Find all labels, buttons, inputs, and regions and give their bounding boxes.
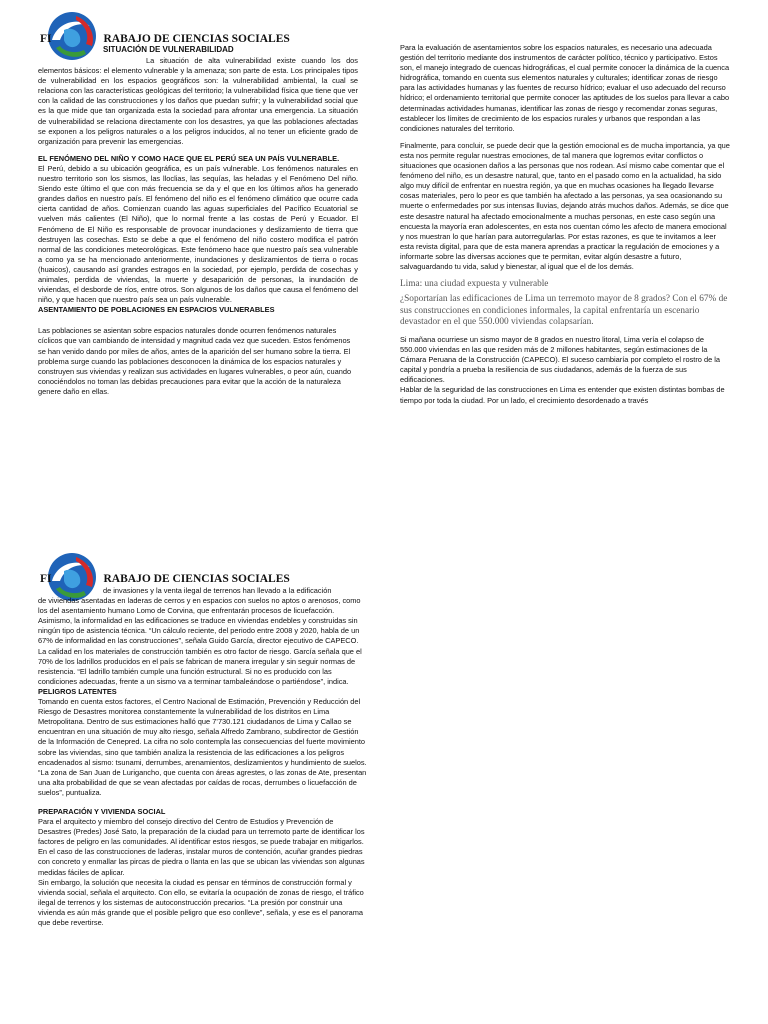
page2-column [38,586,368,928]
heading-asentamiento: ASENTAMIENTO DE POBLACIONES EN ESPACIOS VULNERABLES [38,305,275,315]
section-subtitle: SITUACIÓN DE VULNERABILIDAD [103,45,234,54]
lima-paragraph-1: Si mañana ocurriese un sismo mayor de 8 grados en nuestro litoral, Lima vería el colapso de 550.000 viviendas en las que residen más de 2 millones habitantes, según estimaciones de la Cámara Peruana de la Construcción (CAPECO). El suceso cambiaría por completo el rostro de la capital y pondría a prueba la resiliencia de sus ciudadanos, además de la fuerza de sus edificaciones. [400,334,720,385]
preparacion-paragraph-2: Sin embargo, la solución que necesita la ciudad es pensar en términos de construcción formal y vivienda social, señala el arquitecto. Con ello, se evitaría la ocupación de zonas de riesgo, el tráfico ilegal de terrenos y los sistemas de autoconstrucción precarios. “La presión por construir una vivienda es aún más grande que el posible peligro que eso conlleve”, señala, y ese es el panorama que debe revertirse. [38,877,364,927]
preparacion-paragraph-1: Para el arquitecto y miembro del consejo directivo del Centro de Estudios y Prevención de Desastres (Predes) José Sato, la preparación de la ciudad para un terremoto parte de identificar los factores de peligro en las comunidades. Al identificar estos riesgos, se puede trabajar en mitigarlos. En el caso de las construcciones de laderas, instalar muros de contención, acuñar grandes piedras con concreto y enmallar las pircas de piedra o llanta en las que se ubican las viviendas son algunas medidas fáciles de aplicar. [38,817,365,877]
heading-preparacion: PREPARACIÓN Y VIVIENDA SOCIAL [38,806,166,816]
document-page-2 [0,512,768,1024]
heading-peligros: PELIGROS LATENTES [38,686,117,696]
conclusion-paragraph: Finalmente, para concluir, se puede decir que la gestión emocional es de mucha importancia, ya que esta nos permite regular nuestras emociones, de tal manera que logremos evitar conflictos o situaciones que ocasionen daños a las personas que nos rodean. Así mismo cabe comentar que el fenómeno del niño, es un desastre natural, que, tanto en el pasado como en la actualidad, ha sido algo muy difícil de enfrentar en nuestra región, ya que en muchas ocasiones ha llegado llevarse cosas materiales, pero lo peor es que también ha afectado a las personas, ya sea ocasionando su muerte o enfermedades por sus intensas lluvias, dejando atrás muchos daños. Además, se dice que este desastre natural ha afectado emocionalmente a muchas personas, en este caso según una encuesta la mayoría eran adolescentes, en esta nos cuentan cómo les afecto de manera emocional y nos muestran lo que harían para autorregularlas. Por estas razones, es que te invitamos a leer esta revista digital, para que de esta manera aprendas a practicar la regulación de emociones y a informarte sobre las diversas acciones que te permitan, evitar algún desastre a futuro, salvaguardando tu vida, salud y bienestar, al igual que el de los demás. [400,140,730,271]
lima-paragraph-2: Hablar de la seguridad de las construcciones en Lima es entender que existen distintas bombas de tiempo por toda la ciudad. Por un lado, el crecimiento desordenado a través [400,385,725,405]
header-title: FI RABAJO DE CIENCIAS SOCIALES [40,573,290,585]
header-title: FI RABAJO DE CIENCIAS SOCIALES [40,33,290,45]
heading-nino: EL FENÓMENO DEL NIÑO Y COMO HACE QUE EL PERÚ SEA UN PAÍS VULNERABLE. [38,153,340,163]
asentamiento-paragraph: Las poblaciones se asientan sobre espacios naturales donde ocurren fenómenos naturales cíclicos que van cambiando de intensidad y magnitud cada vez que suceden. Estos fenómenos se han venido dando por miles de años, antes de la aparición del ser humano sobre la tierra. El problema surge cuando las poblaciones desconocen la dinámica de los espacios naturales y construyen sus viviendas y realizan sus actividades en lugares vulnerables, o peor aún, cuando conociéndolos no toman las debidas precauciones para evitar que la acción de la naturaleza genere daño en ellas. [38,326,352,396]
lima-article-lead: ¿Soportarían las edificaciones de Lima un terremoto mayor de 8 grados? Con el 67% de sus construcciones en condiciones informales, la capital enfrentaría un escenario devastador en el que 550.000 viviendas colapsarían. [400,294,728,328]
left-column [38,56,358,404]
peligros-paragraph: Tomando en cuenta estos factores, el Centro Nacional de Estimación, Prevención y Reducción del Riesgo de Desastres monitorea constantemente la vulnerabilidad de los distritos en Lima Metropolitana. Dentro de sus estimaciones halló que 7’730.121 ciudadanos de Lima y Callao se encuentran en una situación de muy alto riesgo, señala Alfredo Zambrano, subdirector de Gestión de la Información de Cenepred. La cifra no solo contempla las consecuencias del fuerte movimiento sobre las viviendas, sino que también analiza la resistencia de las edificaciones a los peligros encadenados al sismo: tsunami, derrumbes, arenamientos, deslizamientos y hundimiento de suelos. “La zona de San Juan de Lurigancho, que cuenta con áreas agrestes, o las zonas de Ate, presentan una alta probabilidad de que se vean afectadas por caídas de rocas, derrumbes o licuefacción de suelos”, puntualiza. [38,697,367,797]
right-column [400,43,730,413]
continuation-first-line: de invasiones y la venta ilegal de terrenos han llevado a la edificación [103,586,332,595]
nino-paragraph: El Perú, debido a su ubicación geográfica, es un país vulnerable. Los fenómenos naturales en nuestro territorio son los sismos, las lloclias, las sequías, las heladas y el Fenómeno Del niño. Siendo este último el que con más frecuencia se da y el que en los últimos años ha generado grandes daños en nuestro país. El fenómeno del niño es el fenómeno climático que ocurre cada cierta cantidad de años. Comienzan cuando las aguas superficiales del Pacífico Ecuatorial se vuelven más calientes (El Niño), que lo normal frente a las costas de Perú y Ecuador. El Fenómeno de El Niño es responsable de provocar inundaciones y deslizamiento de tierra que destruyen las cosechas. Esto se debe a que el fenómeno del niño costero modifica el patrón normal de las condiciones meteorológicas. Este fenómeno hace que nuestro país sea vulnerable a como ya se ha mencionado anteriormente, inundaciones y deslizamientos de tierra o rocas (huaicos), causando así grandes estragos en la sociedad, por ejemplo, perdida de cosechas y animales, perdida de viviendas, la muerte y desaparición de personas, la inundación de viviendas, el desborde de ríos, entre otros. Son algunos de los daños que causa el fenómeno del niño, y que hacen que nuestro país sea un país vulnerable. [38,163,358,305]
intro-paragraph: La situación de alta vulnerabilidad existe cuando los dos elementos básicos: el elemento vulnerable y la amenaza; son parte de esta. Los principales tipos de vulnerabilidad en los espacios geográficos son: la vulnerabilidad ambiental, la cual se relaciona con las características geológicas del territorio; la vulnerabilidad física que tiene que ver con la calidad de las construcciones y los daños que puedan sufrir; y la vulnerabilidad social que es la que mide que tan organizada esta la sociedad para afrontar una emergencia. La situación de vulnerabilidad se relaciona directamente con los desastres, ya que las poblaciones afectadas se exponen a los peligros naturales o a los peligros inducidos, al no tener un eficiente grado de organización para prevenir las emergencias. [38,56,358,146]
evaluation-paragraph: Para la evaluación de asentamientos sobre los espacios naturales, es necesario una adecuada gestión del territorio mediante dos instrumentos de carácter político, técnico y participativo. Estos son, el manejo integrado de cuencas hidrográficas, el cual permite conocer la dinámica de la cuenca hidrográfica, tomando en cuenta sus elementos naturales y culturales; identificar zonas de riesgo para las actividades humanas y las fuentes de recurso hídrico; evaluar el uso adecuado del recurso hídrico; el ordenamiento territorial que permite conocer las aptitudes de los suelos para llevar a cabo determinadas actividades humanas, identificar las zonas de riesgo y recomendar zonas seguras, establecer los límites de crecimiento de los espacios rurales y urbanos que respondan a las condiciones naturales del territorio. [400,43,730,133]
lima-article-title: Lima: una ciudad expuesta y vulnerable [400,279,549,290]
continuation-paragraph [38,586,368,687]
continuation-text: de viviendas asentadas en laderas de cerros y en espacios con suelos no aptos o arenosos, como los del asentamiento humano Lomo de Corvina, que enfrentarán procesos de licuefacción. Asimismo, la informalidad en las edificaciones se traduce en viviendas endebles y construidas sin ningún tipo de asistencia técnica. “Un cálculo reciente, del periodo entre 2008 y 2020, habla de un 67% de informalidad en las construcciones”, señala Guido García, director ejecutivo de CAPECO. La calidad en los materiales de construcción también es otro factor de riesgo. García señala que el 70% de los ladrillos producidos en el país se fabrican de manera irregular y sin seguir normas de resistencia. “El ladrillo también cumple una función estructural. Si no es producido con las condiciones adecuadas, frente a un sismo va a terminar tambaleándose o partiéndose”, indica. [38,596,362,686]
